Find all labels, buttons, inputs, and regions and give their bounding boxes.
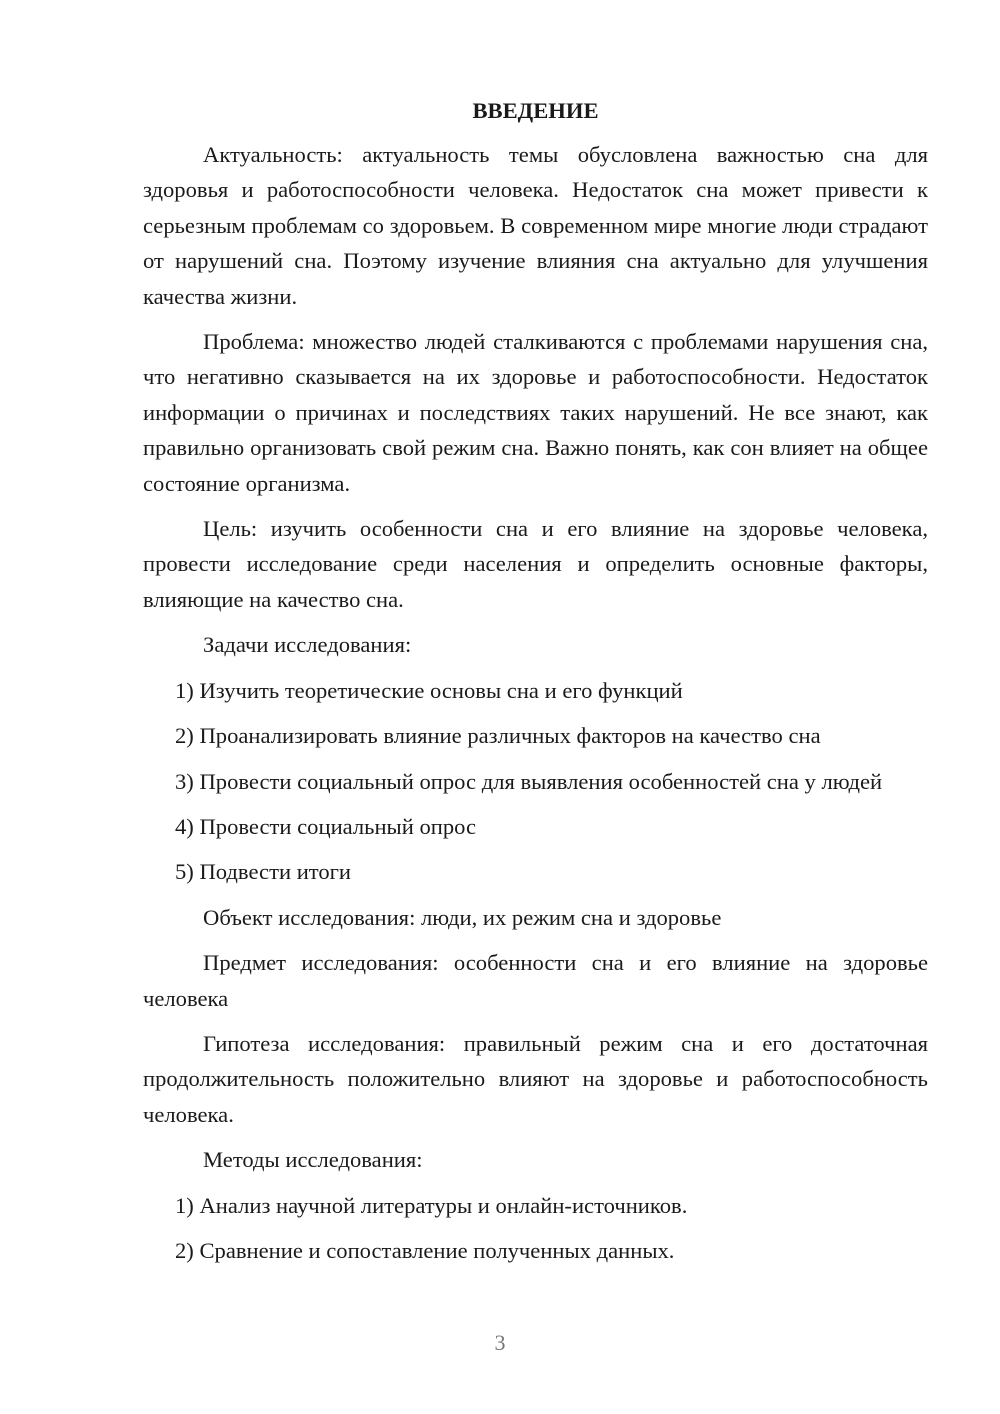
tasks-heading: Задачи исследования: xyxy=(203,632,412,658)
methods-heading: Методы исследования: xyxy=(203,1147,423,1173)
section-title: ВВЕДЕНИЕ xyxy=(472,98,599,123)
document-page xyxy=(143,93,928,1278)
paragraph-relevance: Актуальность: актуальность темы обусловлена важностью сна для здоровья и работоспособности человека. Недостаток сна может привести к серьезным проблемам со здоровьем. В современном мире многие люди страдают от нарушений сна. Поэтому изучение влияния сна актуально для улучшения качества жизни. xyxy=(143,142,928,309)
method-item-1: 1) Анализ научной литературы и онлайн-источников. xyxy=(175,1192,688,1218)
paragraph-hypothesis: Гипотеза исследования: правильный режим сна и его достаточная продолжительность положительно влияют на здоровье и работоспособность человека. xyxy=(143,1030,928,1127)
page-number: 3 xyxy=(494,1330,506,1355)
task-item-1: 1) Изучить теоретические основы сна и его функций xyxy=(175,677,683,703)
task-item-5: 5) Подвести итоги xyxy=(175,859,352,885)
paragraph-goal: Цель: изучить особенности сна и его влияние на здоровье человека, провести исследование среди населения и определить основные факторы, влияющие на качество сна. xyxy=(143,516,928,612)
paragraph-object: Объект исследования: люди, их режим сна и здоровье xyxy=(203,904,722,930)
task-item-2: 2) Проанализировать влияние различных факторов на качество сна xyxy=(175,723,821,749)
paragraph-problem: Проблема: множество людей сталкиваются с проблемами нарушения сна, что негативно сказывается на их здоровье и работоспособности. Недостаток информации о причинах и последствиях таких нарушений. Не все знают, как правильно организовать свой режим сна. Важно понять, как сон влияет на общее состояние организма. xyxy=(143,329,928,496)
method-item-2: 2) Сравнение и сопоставление полученных данных. xyxy=(175,1237,675,1263)
task-item-4: 4) Провести социальный опрос xyxy=(175,813,477,839)
paragraph-subject: Предмет исследования: особенности сна и его влияние на здоровье человека xyxy=(143,950,928,1011)
task-item-3: 3) Провести социальный опрос для выявления особенностей сна у людей xyxy=(175,768,883,794)
